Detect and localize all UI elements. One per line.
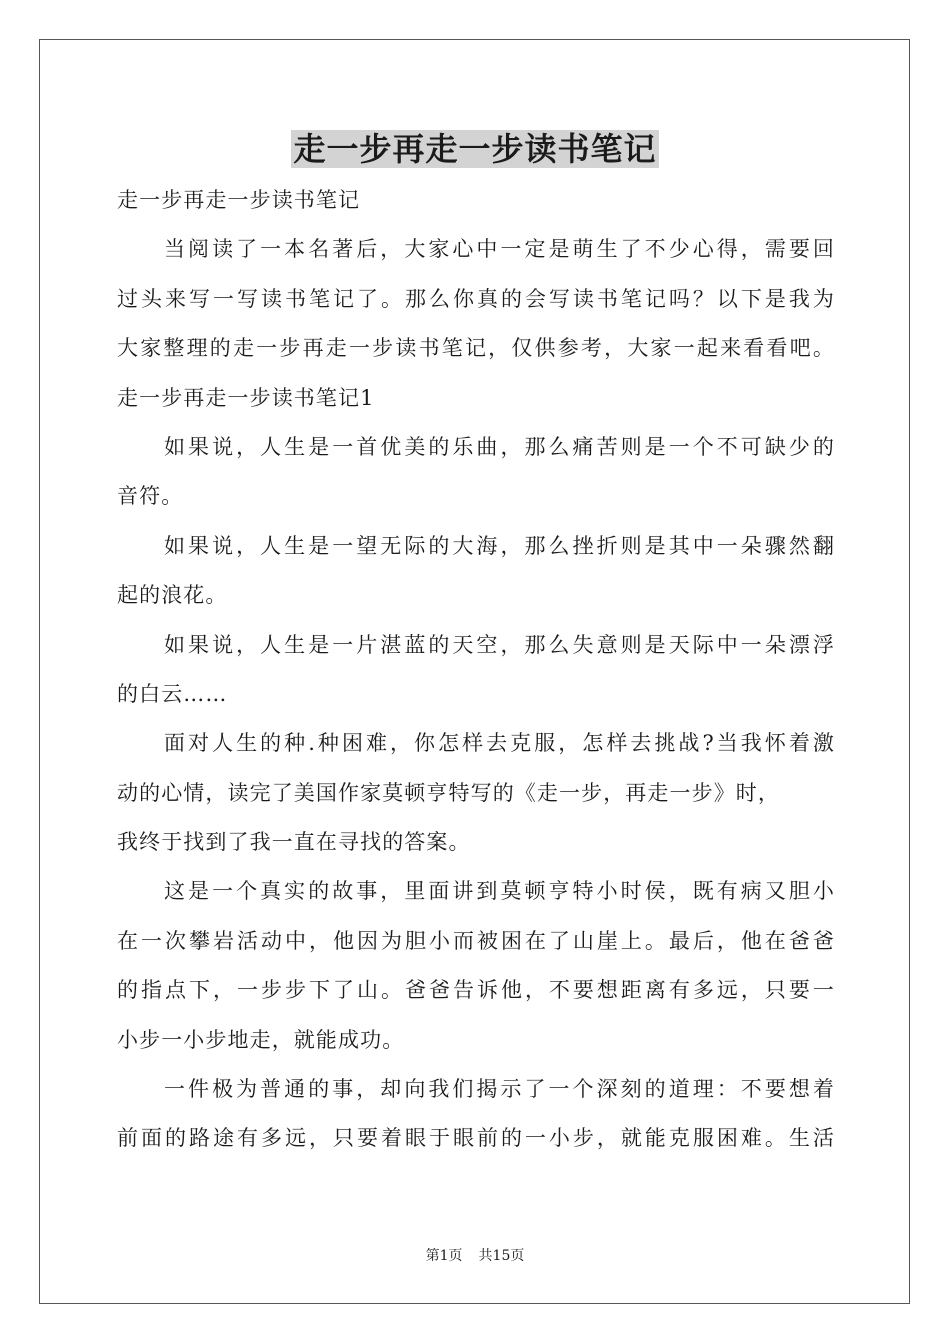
body-line: 音符。 bbox=[117, 484, 184, 509]
body-line: 前面的路途有多远，只要着眼于眼前的一小步，就能克服困难。生活 bbox=[117, 1126, 835, 1151]
body-line: 走一步再走一步读书笔记1 bbox=[117, 385, 375, 410]
body-line: 如果说，人生是一望无际的大海，那么挫折则是其中一朵骤然翻 bbox=[164, 533, 835, 558]
body-line: 面对人生的种.种困难，你怎样去克服，怎样去挑战?当我怀着激 bbox=[164, 731, 835, 756]
body-line: 如果说，人生是一片湛蓝的天空，那么失意则是天际中一朵漂浮 bbox=[164, 632, 835, 657]
body-line: 过头来写一写读书笔记了。那么你真的会写读书笔记吗？以下是我为 bbox=[117, 286, 835, 311]
body-line: 小步一小步地走，就能成功。 bbox=[117, 1027, 405, 1052]
body-line: 当阅读了一本名著后，大家心中一定是萌生了不少心得，需要回 bbox=[164, 237, 835, 262]
body-line: 这是一个真实的故事，里面讲到莫顿亨特小时侯，既有病又胆小 bbox=[164, 879, 835, 904]
body-line: 起的浪花。 bbox=[117, 583, 228, 608]
document-title-text: 走一步再走一步读书笔记 bbox=[293, 130, 657, 168]
document-body bbox=[117, 176, 835, 1164]
document-title bbox=[0, 124, 950, 174]
page-total: 共15页 bbox=[478, 1248, 525, 1264]
body-line: 走一步再走一步读书笔记 bbox=[117, 188, 361, 212]
body-line: 在一次攀岩活动中，他因为胆小而被困在了山崖上。最后，他在爸爸 bbox=[117, 928, 835, 953]
body-line: 的白云…… bbox=[117, 681, 228, 706]
body-line: 一件极为普通的事，却向我们揭示了一个深刻的道理：不要想着 bbox=[164, 1077, 835, 1102]
body-line: 如果说，人生是一首优美的乐曲，那么痛苦则是一个不可缺少的 bbox=[164, 434, 835, 459]
page-footer bbox=[0, 1246, 950, 1266]
body-line: 我终于找到了我一直在寻找的答案。 bbox=[117, 830, 471, 855]
body-line: 的指点下，一步步下了山。爸爸告诉他，不要想距离有多远，只要一 bbox=[117, 978, 835, 1003]
page-number: 第1页 bbox=[425, 1248, 463, 1264]
body-line: 大家整理的走一步再走一步读书笔记，仅供参考，大家一起来看看吧。 bbox=[117, 336, 835, 361]
body-line: 动的心情，读完了美国作家莫顿亨特写的《走一步，再走一步》时， bbox=[117, 780, 780, 805]
